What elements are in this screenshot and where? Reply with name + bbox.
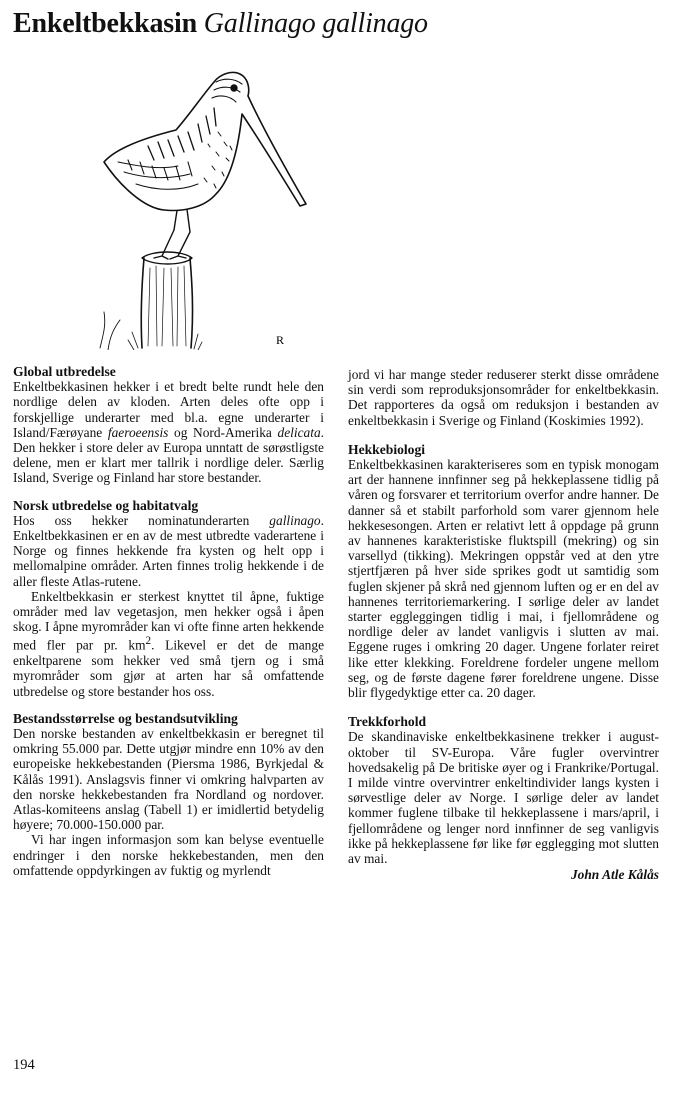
heading-norsk: Norsk utbredelse og habitatvalg [13,497,199,513]
paragraph-global: Enkeltbekkasinen hekker i et bredt belte rundt hele den nordlige delen av kloden. Arten deles ofte opp i forskjellige underarter med bl.a. egne underarter i Island/Færøyane faeroeensis og Nord-Amerika delicata. Den hekker i store deler av Europa unntatt de sørøstligste delene, men er klart mer tallrik i nordlige deler. Særlig Island, Sverige og Finland har store bestander. [13,379,324,486]
paragraph-norsk-1: Hos oss hekker nominatunderarten gallinago. Enkeltbekkasinen er en av de mest utbredte vaderartene i Norge og finnes hekkende fra kysten og helt opp i mellomalpine områder. Arten finnes trolig hekkende i de aller fleste Atlas-rutene. [13,512,324,589]
paragraph-hekkebiologi: Enkeltbekkasinen karakteriseres som en typisk monogam art der hannene innfinner seg på hekkeplassene tidlig på våren og forsvarer et territorium overfor andre hanner. De danner så et stabilt parforhold som varer gjennom hele hekkesesongen. Arten er relativt lett å oppdage på grunn av hannenes karakteristiske fluktspill (mekring) og sin varsellyd (tikking). Mekringen oppstår ved at den ytre stjertfjæren på hver side sprikes godt ut samtidig som fuglen skjener på skrå ned gjennom luften og er en del av hannenes territoriemarkering. I sørlige deler av landet starter eggleggingen tidlig i mai, i fjellområdene og nordlige deler av landet vanligvis i slutten av mai. Eggene ruges i omkring 20 dager. Ungene forlater reiret like etter klekking. Foreldrene fordeler ungene mellom seg, og de første dagene fører foreldrene ungene. Disse blir flygedyktige etter ca. 20 dager. [348,457,659,701]
bird-body [104,72,306,210]
section-norsk [13,498,324,699]
section-bestand [13,711,324,878]
paragraph-bestand-2-end: jord vi har mange steder reduserer sterkt disse områdene sin verdi som reproduksjonsområder for enkeltbekkasin. Det rapporteres da også om reduksjon i bestanden av enkeltbekkasin i Sverige og Finland (Koskimies 1992). [348,367,659,428]
heading-bestand: Bestandsstørrelse og bestandsutvikling [13,710,238,726]
paragraph-bestand-1: Den norske bestanden av enkeltbekkasin er beregnet til omkring 55.000 par. Dette utgjør mindre enn 10% av den europeiske hekkebestanden (Piersma 1986, Byrkjedal & Kålås 1991). Anslagsvis finner vi omkring halvparten av den norske hekkebestanden fra Nordland og nordover. Atlas-komiteens anslag (Tabell 1) er imidlertid betydelig høyere; 70.000-150.000 par. [13,725,324,833]
section-trekk [348,714,659,882]
heading-hekkebiologi: Hekkebiologi [348,441,426,457]
section-global [13,364,324,486]
section-hekkebiologi [348,442,659,700]
page-number: 194 [13,1057,35,1073]
left-column [13,364,324,892]
paragraph-bestand-2-start: Vi har ingen informasjon som kan belyse eventuelle endringer i den norske hekkebestanden, men den omfattende oppdyrkingen av fuktig og myrlendt [13,832,324,878]
heading-global: Global utbredelse [13,364,116,379]
heading-trekk: Trekkforhold [348,714,427,730]
paragraph-trekk: De skandinaviske enkeltbekkasinene trekker i august-oktober til SV-Europa. Våre fugler overvintrer hovedsakelig på De britiske øyer og i Frankrike/Portugal. I milde vintre overvintrer enkeltindivider langs kysten i sørvestlige deler av Norge. I sørlige deler av landet kommer fuglene tilbake til hekkeplassene i mars/april, i fjellområdene og lenger nord innfinner de seg vanligvis ikke på hekkeplassene før like før egglegging mot slutten av mai. [348,729,659,867]
artist-signature: R [276,333,285,347]
species-scientific-name: Gallinago gallinago [203,8,428,39]
species-common-name: Enkeltbekkasin [13,8,197,39]
section-bestand-continued [348,367,659,428]
paragraph-norsk-2: Enkeltbekkasin er sterkest knyttet til åpne, fuktige områder med lav vegetasjon, men hekker også i åpen skog. I åpne myrområder kan vi ofte finne arten hekkende med fler par pr. $km^2$. Likevel er det de mange enkeltparene som hekker ved små tjern og i små myrområder som gjør at arten har så omfattende utbredelse og store bestander hos oss. [13,588,325,699]
right-column [348,367,659,883]
page-title [13,8,428,40]
author-name: John Atle Kålås [570,867,659,883]
snipe-illustration [98,62,326,350]
